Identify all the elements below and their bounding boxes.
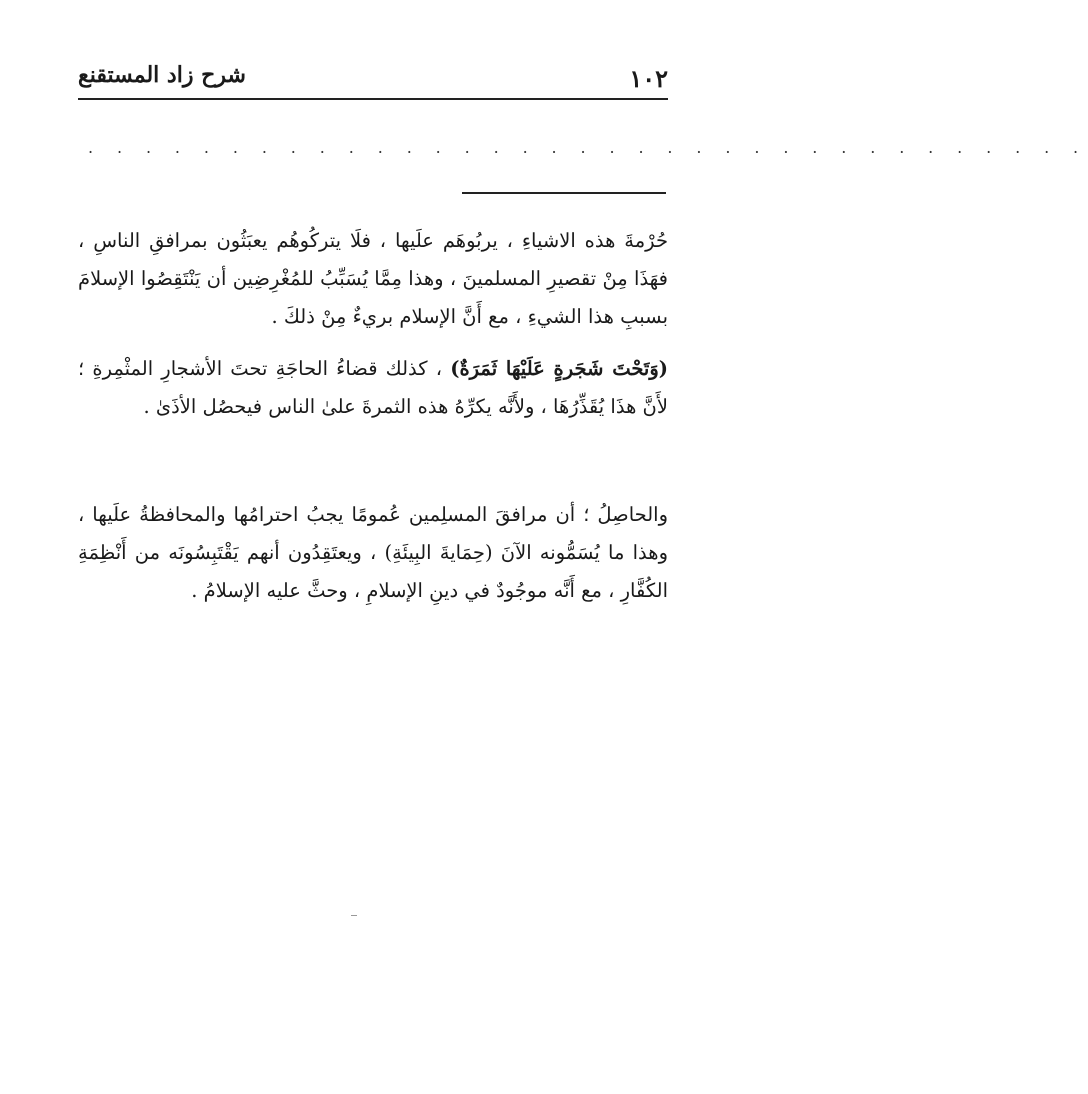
paragraph-2	[78, 350, 668, 426]
page-mark	[351, 915, 357, 916]
book-title: شرح زاد المستقنع	[78, 62, 246, 88]
matn-quote: (وَتَحْتَ شَجَرةٍ عَلَيْهَا ثَمَرَةٌ)	[450, 357, 669, 380]
running-header	[78, 60, 668, 96]
paragraph-3: والحاصِلُ ؛ أن مرافقَ المسلِمين عُمومًا يجبُ احترامُها والمحافظةُ علَيها ، وهذا ما يُسَمُّونه الآنَ (حِمَايةَ البِيئَةِ) ، ويعتَقِدُون أنهم يَقْتَبِسُونَه من أَنْظِمَةِ الكُفَّارِ ، مع أَنَّه موجُودٌ في دينِ الإسلامِ ، وحثَّ عليه الإسلامُ .	[78, 503, 668, 602]
ellipsis-separator: . . . . . . . . . . . . . . . . . . . . . . . . . . . . . . . . . . .	[88, 138, 1088, 157]
page-number: ١٠٢	[629, 64, 668, 93]
paragraph-2-text: ، كذلك قضاءُ الحاجَةِ تحتَ الأشجارِ المثْمِرةِ ؛ لأَنَّ هذَا يُقَذِّرُهَا ، ولأَنَّه يكرِّهُ هذه الثمرةَ علىٰ الناس فيحصُل الأذَىٰ .	[78, 357, 668, 418]
paragraph-1: حُرْمةَ هذه الاشياءِ ، يربُوهَم علَيها ، فلَا يتركُوهُم يعبَثُون بمرافقِ الناسِ ، فهَذَا مِنْ تقصيرِ المسلمينَ ، وهذا مِمَّا يُسَبِّبُ للمُغْرِضِين أن يَنْتَقِصُوا الإسلامَ بسببِ هذا الشيءِ ، مع أَنَّ الإسلام بريءٌ مِنْ ذلكَ .	[78, 229, 668, 328]
header-rule	[78, 98, 668, 100]
section-rule	[462, 192, 666, 194]
